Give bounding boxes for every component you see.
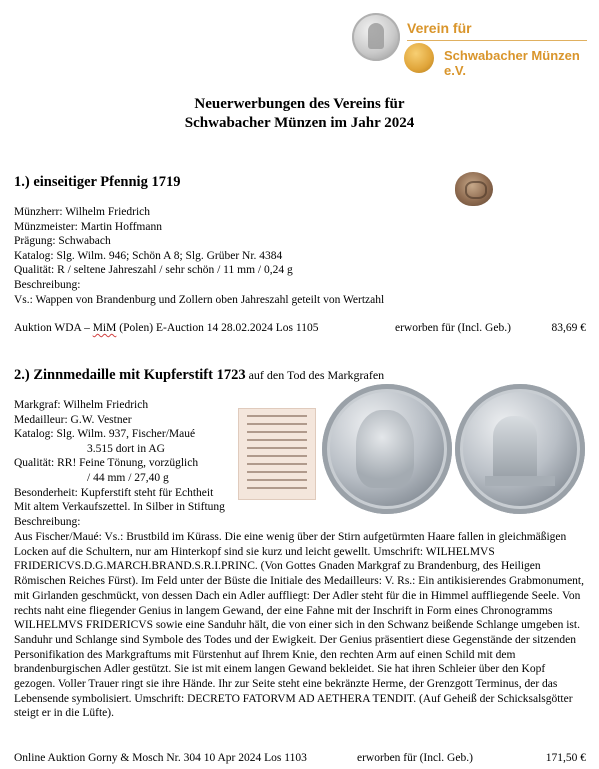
item2-line: / 44 mm / 27,40 g xyxy=(87,471,169,484)
item1-auction-post: (Polen) E-Auction 14 28.02.2024 Los 1105 xyxy=(116,322,319,334)
item2-line: Qualität: RR! Feine Tönung, vorzüglich xyxy=(14,457,199,470)
sale-ticket-image xyxy=(238,408,316,500)
item1-line: Vs.: Wappen von Brandenburg und Zollern oben Jahreszahl geteilt von Wertzahl xyxy=(14,293,385,306)
item2-acquired-label: erworben für (Incl. Geb.) xyxy=(357,752,473,764)
item2-heading-sub: auf den Tod des Markgrafen xyxy=(245,368,385,382)
item2-heading xyxy=(14,367,384,384)
logo-divider xyxy=(407,40,587,41)
logo-text-line1: Verein für xyxy=(407,20,472,36)
item2-details xyxy=(14,398,225,529)
item1-auction xyxy=(14,322,318,334)
item2-line: Mit altem Verkaufszettel. In Silber in Stiftung xyxy=(14,501,225,514)
item1-line: Katalog: Slg. Wilm. 946; Schön A 8; Slg. Grüber Nr. 4384 xyxy=(14,249,283,262)
pfennig-coin-image xyxy=(455,172,493,206)
item2-line: 3.515 dort in AG xyxy=(87,442,165,455)
item2-heading-main: 2.) Zinnmedaille mit Kupferstift 1723 xyxy=(14,367,246,383)
logo-text-line2: Schwabacher Münzen e.V. xyxy=(444,48,580,78)
item1-price: 83,69 € xyxy=(551,322,586,334)
title-line2: Schwabacher Münzen im Jahr 2024 xyxy=(184,115,415,131)
item1-line: Münzherr: Wilhelm Friedrich xyxy=(14,206,151,218)
item2-line: Katalog: Slg. Wilm. 937, Fischer/Maué xyxy=(14,428,196,441)
item1-line: Qualität: R / seltene Jahreszahl / sehr schön / 11 mm / 0,24 g xyxy=(14,264,293,277)
item1-auction-mim: MiM xyxy=(92,322,117,334)
item1-auction-pre: Auktion WDA – xyxy=(14,322,93,334)
item2-price: 171,50 € xyxy=(545,752,586,764)
item1-heading: 1.) einseitiger Pfennig 1719 xyxy=(14,174,181,190)
item2-description: Aus Fischer/Maué: Vs.: Brustbild im Kürass. Die eine wenig über der Stirn aufgetürmten Haare fallen in gleichmäßigen Locken auf die Schultern, nur am Hinterkopf sind sie kurz und leicht gewellt. Umschrift: WILHELMVS FRIDERICVS.D.G.MARCH.BRAND.S.R.I.PRINC. (Von Gottes Gnaden Markgraf zu Brandenburg, des Heiligen Römischen Reiches Fürst). Im Feld unter der Büste die Initiale des Medailleurs: V. Rs.: Ein antikisierendes Grabmonument, mit Girlanden geschmückt, von dessen Dach ein Adler auffliegt: Der Adler steht für die in Himmel auffliegende Seele. Von rechts naht eine fliegender Genius in langem Gewand, der eine Fahne mit der Inschrift in Form eines Chronogramms WILHELMVS FRIDERICVS sowie eine Sanduhr hält, die von einer sich in den Schwanz beißende Schlange umgeben ist. Sanduhr und Schlange sind Symbole des Todes und der Ewigkeit. Der Genius präsentiert diese Gegenstände der sitzenden Personifikation des Markgraftums mit Fürstenhut auf Ihrem Knie, den rechten Arm auf einen Schild mit dem brandenburgischen Adler gestützt. Sie ist mit einem langen Gewand bekleidet. Sie hat ihren Schleier über den Kopf gezogen. Voller Trauer ringt sie ihre Hände. Ihr zur Seite steht eine bekränzte Herme, der Grenzgott Terminus, der das Lebensende symbolisiert. Umschrift: DECRETO FATORVM AD AETHERA TENDIT. (Auf Geheiß der Schicksalsgötter steigt er in die Lüfte). xyxy=(14,531,585,720)
medal-obverse-image xyxy=(322,384,452,514)
title-line1: Neuerwerbungen des Vereins für xyxy=(194,96,405,112)
item1-line: Münzmeister: Martin Hoffmann xyxy=(14,220,162,233)
item2-line: Besonderheit: Kupferstift steht für Echtheit xyxy=(14,486,214,499)
item2-auction: Online Auktion Gorny & Mosch Nr. 304 10 Apr 2024 Los 1103 xyxy=(14,752,307,764)
medal-reverse-image xyxy=(455,384,585,514)
item1-acquired-label: erworben für (Incl. Geb.) xyxy=(395,322,511,334)
society-logo-gold-coin xyxy=(404,43,434,73)
item1-line: Beschreibung: xyxy=(14,278,81,291)
item2-line: Markgraf: Wilhelm Friedrich xyxy=(14,399,149,411)
item2-line: Beschreibung: xyxy=(14,515,81,528)
item1-line: Prägung: Schwabach xyxy=(14,235,111,248)
item2-line: Medailleur: G.W. Vestner xyxy=(14,413,132,426)
item1-details xyxy=(14,205,384,307)
page-title xyxy=(0,95,599,133)
society-logo-coin xyxy=(352,13,400,61)
